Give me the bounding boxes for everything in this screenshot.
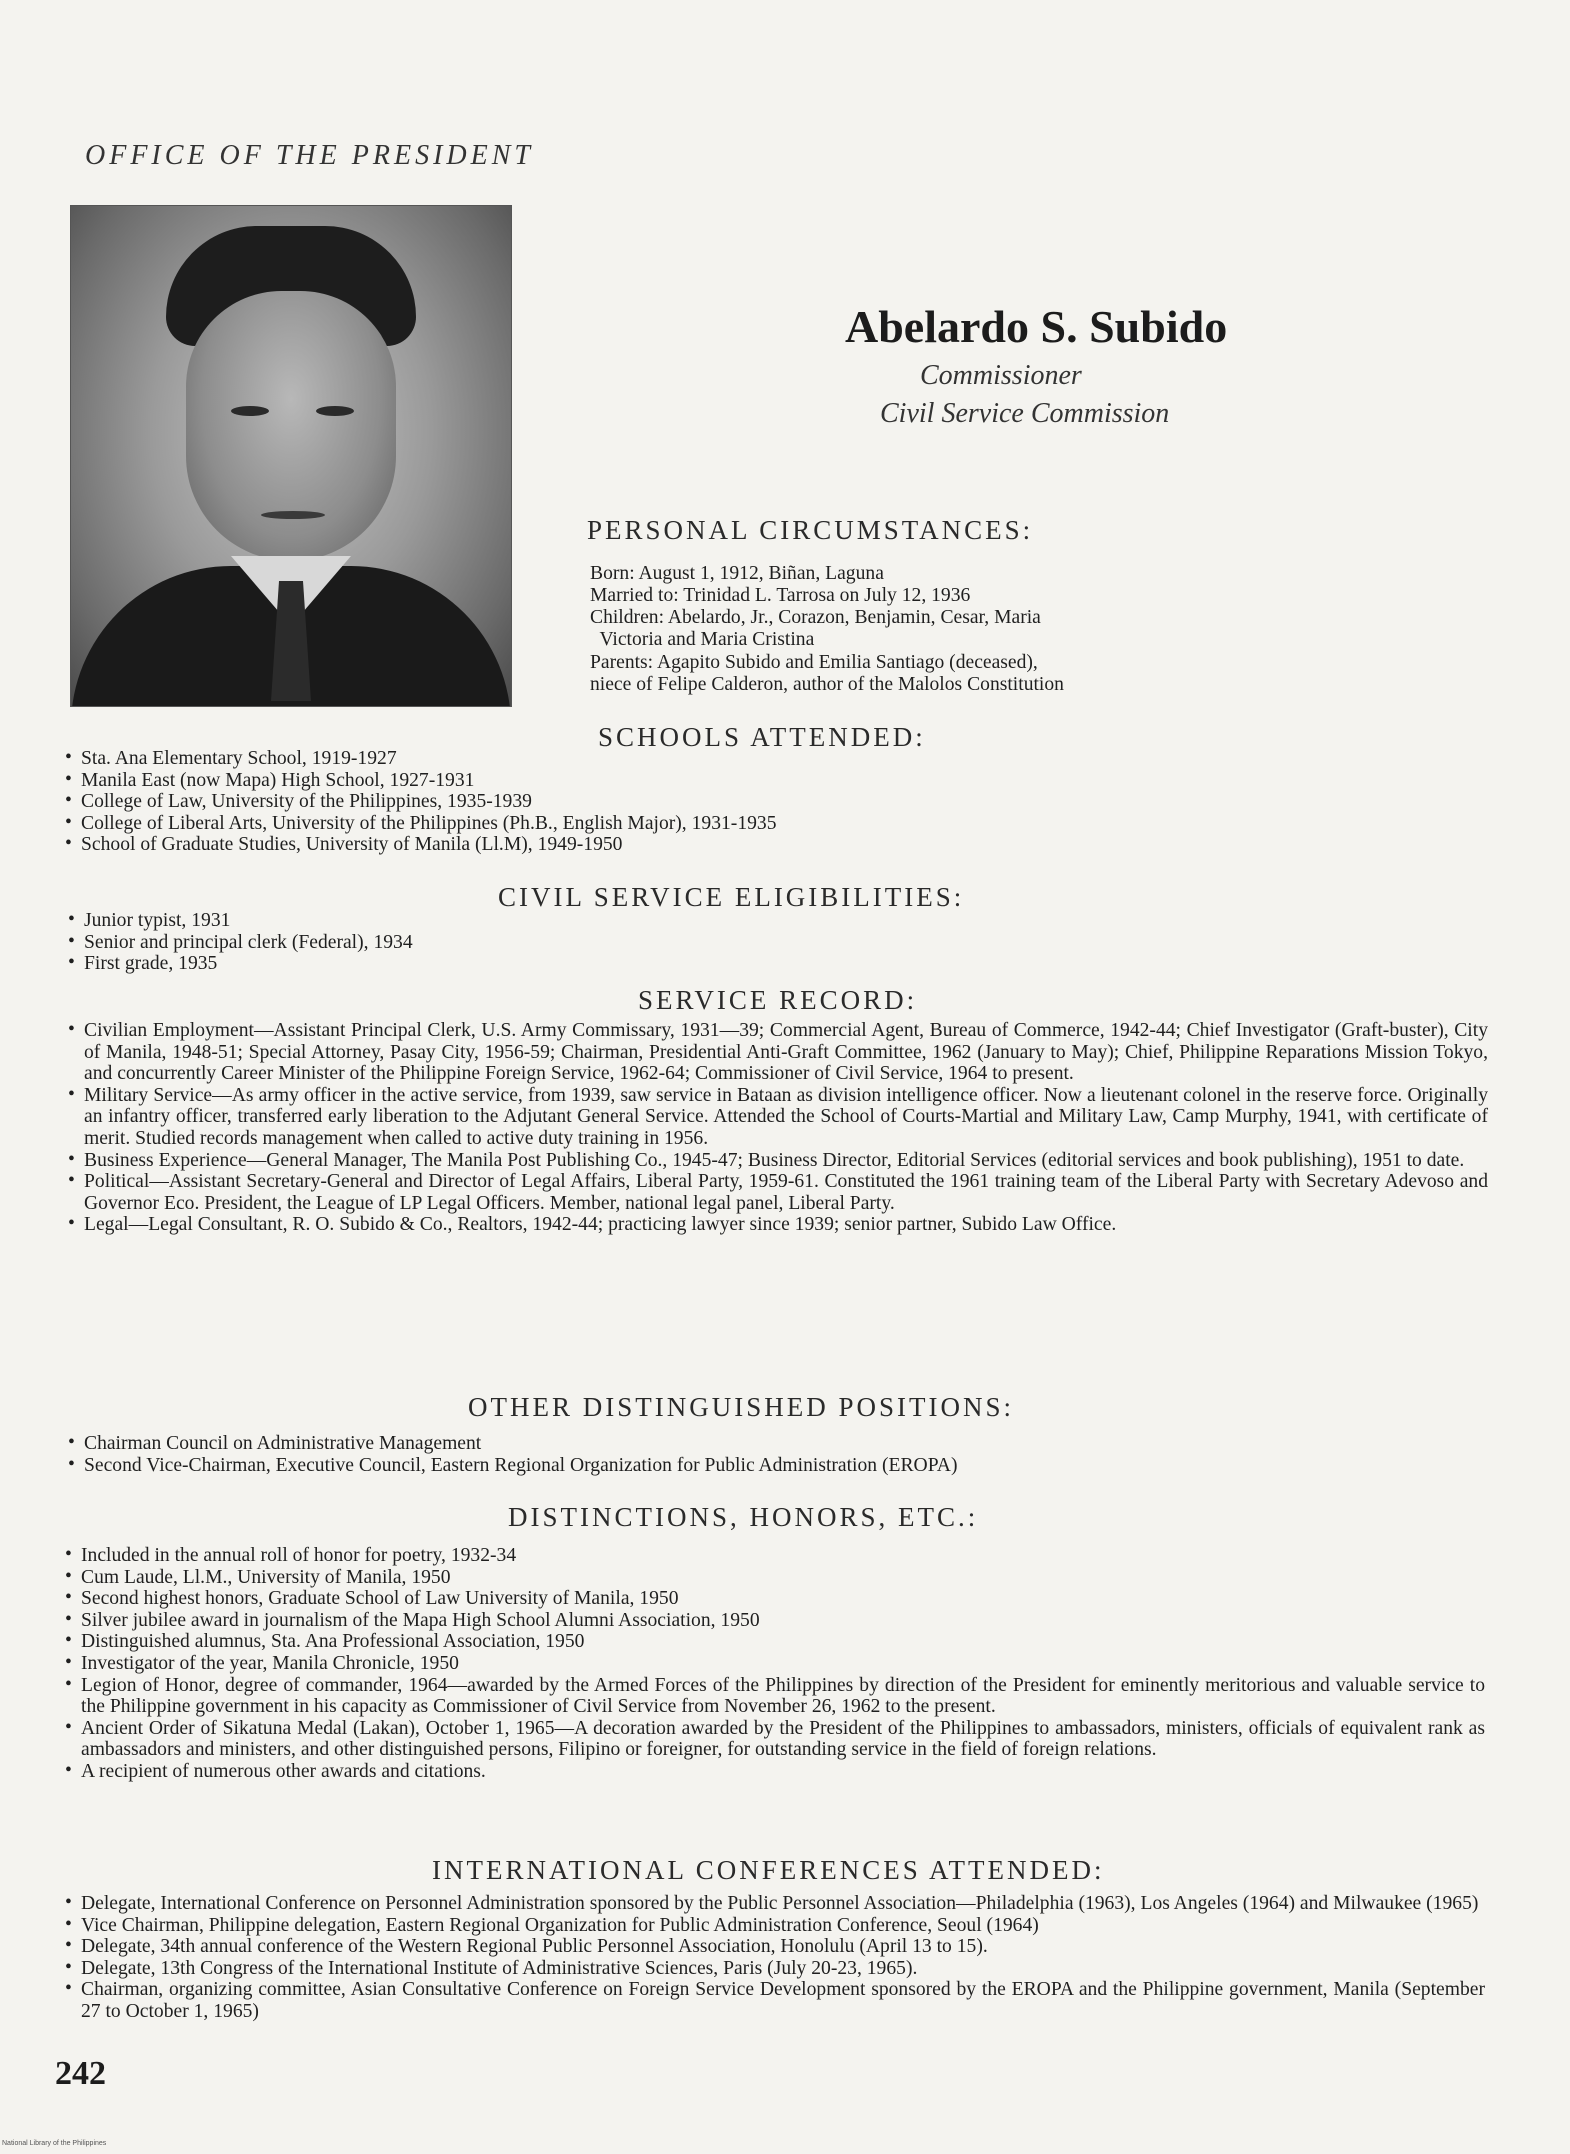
conference-item: • Chairman, organizing committee, Asian Consultative Conference on Foreign Service Development sponsored by the EROPA and the Philippine government, Manila (September 27 to October 1, 1965) <box>65 1979 1485 2022</box>
honor-item: • Included in the annual roll of honor for poetry, 1932-34 <box>65 1545 1485 1567</box>
personal-line: Born: August 1, 1912, Biñan, Laguna <box>590 563 884 584</box>
page-number: 242 <box>55 2055 106 2092</box>
honors-heading: DISTINCTIONS, HONORS, ETC.: <box>508 1502 979 1532</box>
service-heading: SERVICE RECORD: <box>638 985 918 1015</box>
service-item: • Business Experience—General Manager, The Manila Post Publishing Co., 1945-47; Business Director, Editorial Services (editorial services and book publishing), 1951 to date. <box>68 1150 1488 1172</box>
schools-heading: SCHOOLS ATTENDED: <box>598 722 926 752</box>
service-item: • Civilian Employment—Assistant Principal Clerk, U.S. Army Commissary, 1931—39; Commercial Agent, Bureau of Commerce, 1942-44; Chief Investigator (Graft-buster), City of Manila, 1948-51; Special Attorney, Pasay City, 1956-59; Chairman, Presidential Anti-Graft Committee, 1962 (January to May); Chief, Philippine Reparations Mission Tokyo, and concurrently Career Minister of the Philippine Foreign Service, 1962-64; Commissioner of Civil Service, 1964 to present. <box>68 1020 1488 1085</box>
eligibility-item: • Junior typist, 1931 <box>68 910 1468 932</box>
person-agency: Civil Service Commission <box>880 398 1170 429</box>
eligibility-item: • Senior and principal clerk (Federal), 1934 <box>68 932 1468 954</box>
honor-item: • Investigator of the year, Manila Chronicle, 1950 <box>65 1653 1485 1675</box>
service-item: • Military Service—As army officer in the active service, from 1939, saw service in Bataan as division intelligence officer. Now a lieutenant colonel in the reserve force. Originally an infantry officer, transferred early liberation to the Adjutant General Service. Attended the School of Courts-Martial and Military Law, Camp Murphy, 1941, with certificate of merit. Studied records management when called to active duty training in 1956. <box>68 1085 1488 1150</box>
honor-item: • Second highest honors, Graduate School of Law University of Manila, 1950 <box>65 1588 1485 1610</box>
schools-list <box>65 748 1465 856</box>
person-name: Abelardo S. Subido <box>845 301 1228 352</box>
personal-line: Children: Abelardo, Jr., Corazon, Benjamin, Cesar, Maria <box>590 607 1041 628</box>
positions-list <box>68 1433 1488 1476</box>
portrait-photo <box>70 205 512 707</box>
service-list <box>68 1020 1488 1236</box>
archive-note: National Library of the Philippines <box>2 2140 107 2147</box>
honor-item: • Silver jubilee award in journalism of the Mapa High School Alumni Association, 1950 <box>65 1610 1485 1632</box>
service-item: • Political—Assistant Secretary-General and Director of Legal Affairs, Liberal Party, 1959-61. Constituted the 1961 training team of the Liberal Party with Secretary Adevoso and Governor Eco. President, the League of LP Legal Officers. Member, national legal panel, Liberal Party. <box>68 1171 1488 1214</box>
personal-line: Parents: Agapito Subido and Emilia Santiago (deceased), <box>590 652 1038 673</box>
position-item: • Chairman Council on Administrative Management <box>68 1433 1488 1455</box>
school-item: • Manila East (now Mapa) High School, 1927-1931 <box>65 770 1465 792</box>
school-item: • College of Law, University of the Philippines, 1935-1939 <box>65 791 1465 813</box>
school-item: • School of Graduate Studies, University of Manila (Ll.M), 1949-1950 <box>65 834 1465 856</box>
eligibilities-list <box>68 910 1468 975</box>
eligibility-item: • First grade, 1935 <box>68 953 1468 975</box>
positions-heading: OTHER DISTINGUISHED POSITIONS: <box>468 1392 1014 1422</box>
honor-item: • Cum Laude, Ll.M., University of Manila, 1950 <box>65 1567 1485 1589</box>
conference-item: • Delegate, 34th annual conference of the Western Regional Public Personnel Association, Honolulu (April 13 to 15). <box>65 1936 1485 1958</box>
office-header: OFFICE OF THE PRESIDENT <box>85 140 534 171</box>
position-item: • Second Vice-Chairman, Executive Council, Eastern Regional Organization for Public Administration (EROPA) <box>68 1455 1488 1477</box>
eligibilities-heading: CIVIL SERVICE ELIGIBILITIES: <box>498 882 965 912</box>
honor-item: • Legion of Honor, degree of commander, 1964—awarded by the Armed Forces of the Philippines by direction of the President for eminently meritorious and valuable service to the Philippine government in his capacity as Commissioner of Civil Service from November 26, 1962 to the present. <box>65 1675 1485 1718</box>
personal-line: Married to: Trinidad L. Tarrosa on July 12, 1936 <box>590 585 971 606</box>
school-item: • Sta. Ana Elementary School, 1919-1927 <box>65 748 1465 770</box>
honor-item: • A recipient of numerous other awards and citations. <box>65 1761 1485 1783</box>
personal-heading: PERSONAL CIRCUMSTANCES: <box>587 515 1034 545</box>
conferences-heading: INTERNATIONAL CONFERENCES ATTENDED: <box>432 1855 1105 1885</box>
school-item: • College of Liberal Arts, University of the Philippines (Ph.B., English Major), 1931-1935 <box>65 813 1465 835</box>
service-item: • Legal—Legal Consultant, R. O. Subido & Co., Realtors, 1942-44; practicing lawyer since 1939; senior partner, Subido Law Office. <box>68 1214 1488 1236</box>
conference-item: • Delegate, International Conference on Personnel Administration sponsored by the Public Personnel Association—Philadelphia (1963), Los Angeles (1964) and Milwaukee (1965) <box>65 1893 1485 1915</box>
personal-line: Victoria and Maria Cristina <box>590 629 815 650</box>
honor-item: • Ancient Order of Sikatuna Medal (Lakan), October 1, 1965—A decoration awarded by the President of the Philippines to ambassadors, ministers, officials of equivalent rank as ambassadors and ministers, and other distinguished persons, Filipino or foreigner, for outstanding service in the field of foreign relations. <box>65 1718 1485 1761</box>
person-title: Commissioner <box>920 360 1082 391</box>
honors-list <box>65 1545 1485 1783</box>
conferences-list <box>65 1893 1485 2023</box>
honor-item: • Distinguished alumnus, Sta. Ana Professional Association, 1950 <box>65 1631 1485 1653</box>
conference-item: • Vice Chairman, Philippine delegation, Eastern Regional Organization for Public Administration Conference, Seoul (1964) <box>65 1915 1485 1937</box>
conference-item: • Delegate, 13th Congress of the International Institute of Administrative Sciences, Paris (July 20-23, 1965). <box>65 1958 1485 1980</box>
personal-line: niece of Felipe Calderon, author of the Malolos Constitution <box>590 674 1064 695</box>
